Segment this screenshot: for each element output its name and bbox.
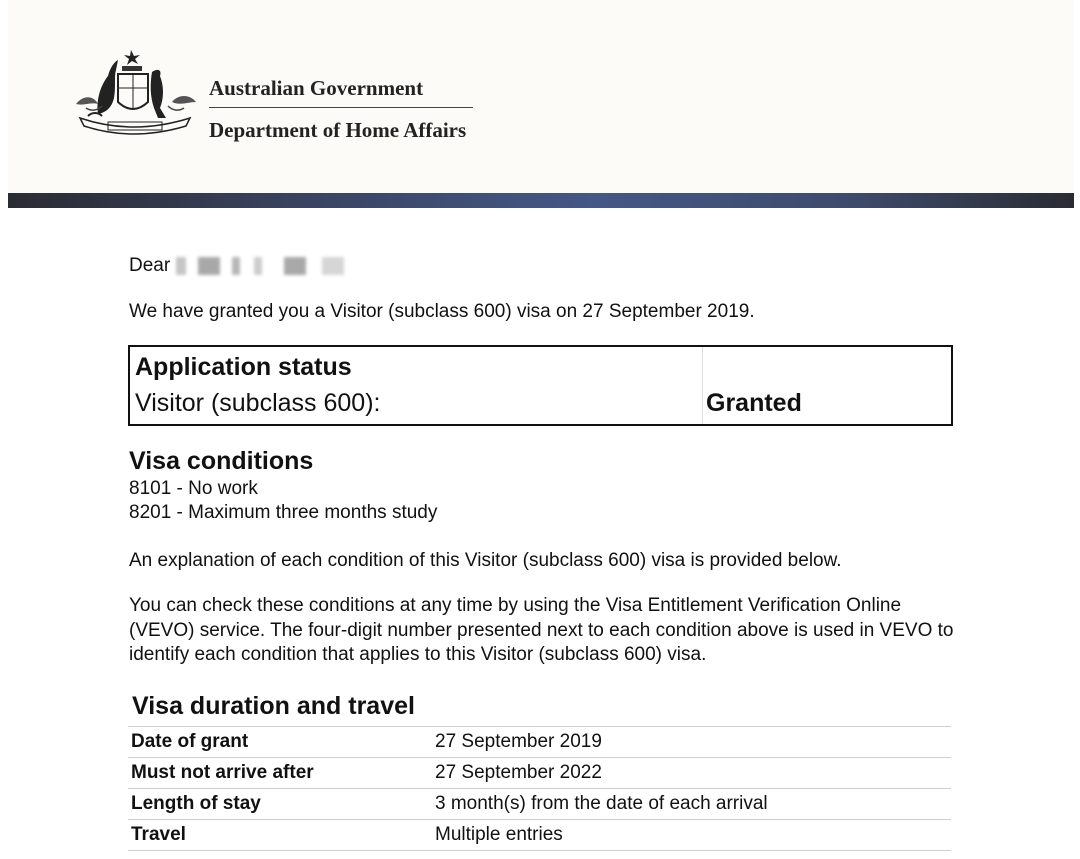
status-value: Granted xyxy=(706,389,802,417)
header-band xyxy=(8,193,1074,208)
row-value: 27 September 2022 xyxy=(435,762,602,783)
grant-statement: We have granted you a Visitor (subclass 600) visa on 27 September 2019. xyxy=(129,301,755,322)
conditions-explanation: An explanation of each condition of this Visitor (subclass 600) visa is provided below. xyxy=(129,550,842,571)
status-column-divider xyxy=(702,347,703,424)
duration-table xyxy=(128,726,951,851)
table-row xyxy=(128,757,951,788)
table-row xyxy=(128,726,951,757)
greeting xyxy=(129,254,344,278)
department-name: Department of Home Affairs xyxy=(209,118,467,142)
coat-of-arms-icon xyxy=(68,46,202,144)
condition-item: 8201 - Maximum three months study xyxy=(129,502,438,523)
table-row xyxy=(128,788,951,819)
condition-item: 8101 - No work xyxy=(129,478,258,499)
row-value: 3 month(s) from the date of each arrival xyxy=(435,793,768,814)
row-label: Date of grant xyxy=(131,731,249,752)
row-label: Length of stay xyxy=(131,793,261,814)
row-label: Must not arrive after xyxy=(131,762,314,783)
vevo-note: You can check these conditions at any time by using the Visa Entitlement Verification Online (VEVO) service. The four-digit number presented next to each condition above is used in VEVO to identify each condition that applies to this Visitor (subclass 600) visa. xyxy=(129,595,954,665)
application-status-heading: Application status xyxy=(135,353,352,381)
letterhead xyxy=(8,0,1074,193)
branding-divider xyxy=(209,107,473,108)
table-row xyxy=(128,819,951,851)
application-status-box xyxy=(128,345,953,426)
government-name: Australian Government xyxy=(209,76,424,100)
salutation: Dear xyxy=(129,255,171,276)
row-label: Travel xyxy=(131,824,186,845)
visa-conditions-heading: Visa conditions xyxy=(129,447,314,475)
row-value: Multiple entries xyxy=(435,824,563,845)
duration-heading: Visa duration and travel xyxy=(132,692,415,720)
row-value: 27 September 2019 xyxy=(435,731,602,752)
government-branding xyxy=(209,74,473,144)
visa-label: Visitor (subclass 600): xyxy=(135,389,381,417)
redacted-name xyxy=(176,257,344,275)
